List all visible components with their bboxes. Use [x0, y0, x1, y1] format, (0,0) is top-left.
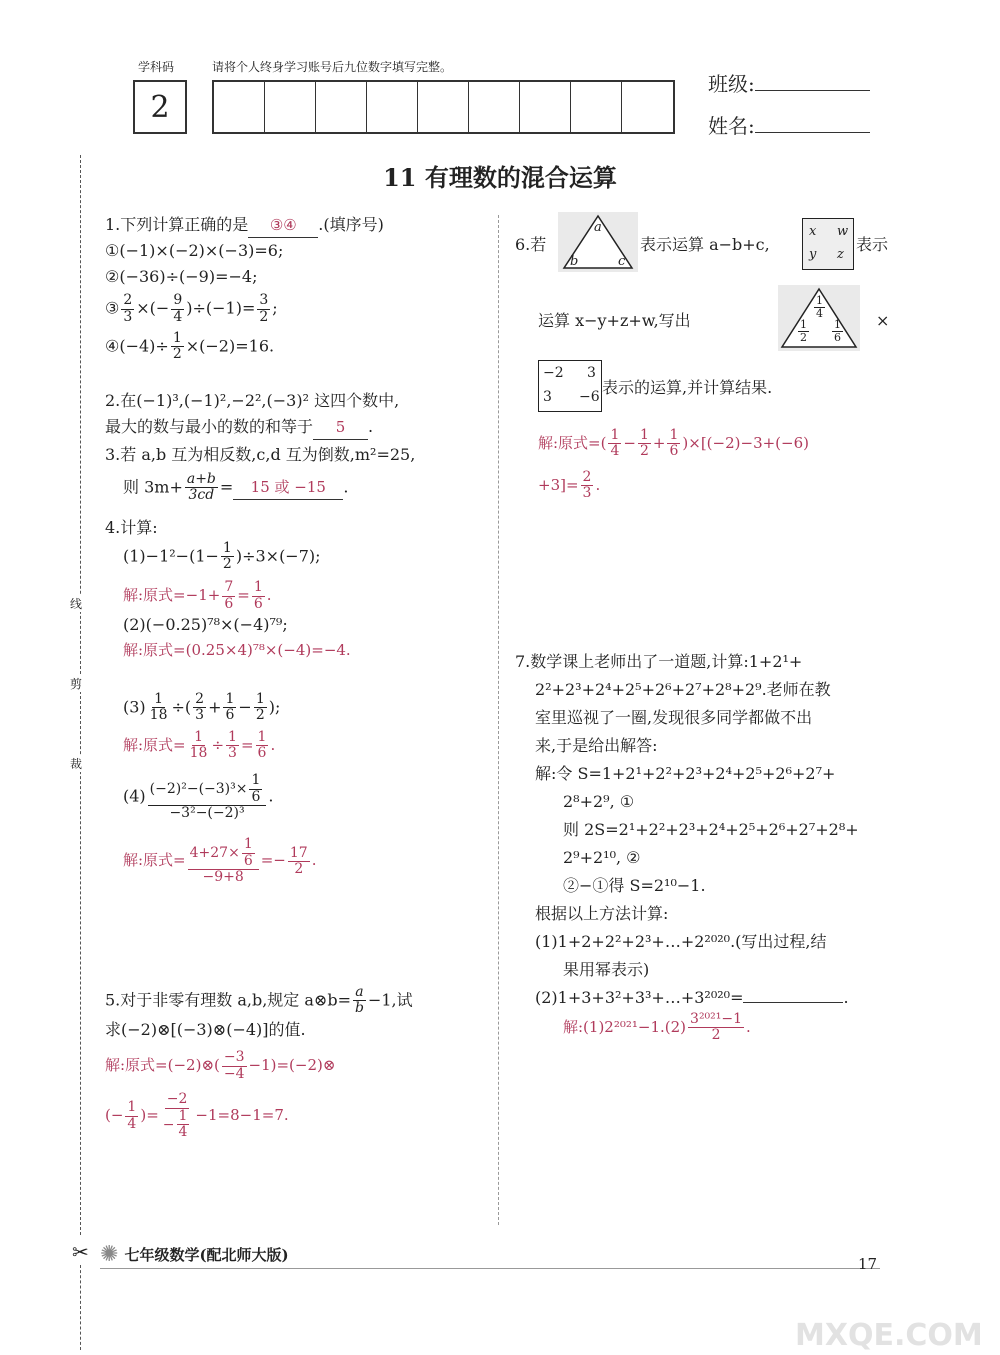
q5-answer-1: 解:原式=(−2)⊗( $\frac{-3}{-4}$ −1)=(−2)⊗ — [105, 1049, 336, 1082]
question-1 — [105, 212, 485, 363]
q3-line-2: 则 3m+ $\frac{a+b}{3cd}$ = 15 或 −15 . — [123, 470, 349, 503]
digit-box[interactable] — [469, 82, 520, 132]
q7-line-13: (2)1+3+3²+3³+…+3²⁰²⁰= . — [535, 988, 849, 1007]
triangle-diagram-2 — [778, 285, 860, 351]
q7-line-10: 根据以上方法计算: — [535, 904, 669, 923]
watermark: MXQE.COM — [795, 1318, 983, 1353]
q1-option-3: ③ $\frac{2}{3}$ ×(− $\frac{9}{4}$ )÷(−1)= $\frac{3}{2}$ ; — [105, 292, 278, 325]
account-instruction: 请将个人终身学习账号后九位数字填写完整。 — [212, 60, 453, 74]
tri-b: b — [570, 254, 579, 269]
q3-answer: 15 或 −15 — [233, 475, 343, 500]
cut-char-2: 剪 — [70, 677, 83, 691]
tri2-right-num: 1 — [834, 318, 841, 331]
q6-answer: 解:原式=( $\frac{1}{4}$ − $\frac{1}{2}$ + $\frac{1}{6}$ )×[(−2)−3+(−6) +3]= $\frac{2}{3}$ . — [538, 427, 809, 502]
digit-box[interactable] — [418, 82, 469, 132]
question-3 — [105, 442, 490, 503]
q1-answer: ③④ — [248, 213, 318, 238]
digit-box[interactable] — [367, 82, 418, 132]
grid-y: y — [809, 247, 817, 262]
q7-line-6: 2⁸+2⁹, ① — [563, 792, 635, 811]
digit-box[interactable] — [214, 82, 265, 132]
cut-char-1: 线 — [70, 597, 83, 611]
q4-answer-1: 解:原式=−1+ $\frac{7}{6}$ = $\frac{1}{6}$ . — [123, 579, 272, 612]
question-5 — [105, 985, 490, 1140]
tri2-top-den: 4 — [816, 307, 823, 321]
q4-answer-4: 解:原式= 4+27× $\frac{1}{6}$ −9+8 =− $\frac{17}{2}$ . — [123, 836, 317, 886]
grid-x: x — [809, 224, 817, 239]
q7-line-2: 2²+2³+2⁴+2⁵+2⁶+2⁷+2⁸+2⁹.老师在教 — [535, 680, 831, 699]
q2-line-1: 2.在(−1)³,(−1)²,−2²,(−3)² 这四个数中, — [105, 391, 400, 410]
q4-head: 4.计算: — [105, 518, 158, 537]
digit-box[interactable] — [622, 82, 673, 132]
q7-line-4: 来,于是给出解答: — [535, 736, 658, 755]
digit-box[interactable] — [520, 82, 571, 132]
subject-code-label: 学科码 — [138, 60, 175, 74]
q6-line-2: 运算 x−y+z+w,写出 — [538, 311, 691, 330]
q7-line-11: (1)1+2+2²+2³+…+2²⁰²⁰.(写出过程,结 — [535, 932, 827, 951]
q7-answer: 解:(1)2²⁰²¹−1.(2) $\frac{\text{3²⁰²¹−1}}{2}$ . — [563, 1011, 751, 1044]
q4-part-3: (3) $\frac{1}{18}$ ÷( $\frac{2}{3}$ + $\frac{1}{6}$ − $\frac{1}{2}$ ); — [123, 690, 281, 724]
q1-stem: 1.下列计算正确的是 ③④ .(填序号) — [105, 212, 485, 238]
q2-line-2: 最大的数与最小的数的和等于 5 . — [105, 414, 490, 440]
digit-box[interactable] — [571, 82, 622, 132]
q7-blank[interactable] — [743, 1002, 843, 1003]
scissors-icon: ✂ — [72, 1240, 89, 1264]
q7-line-7: 则 2S=2¹+2²+2³+2⁴+2⁵+2⁶+2⁷+2⁸+ — [563, 820, 859, 839]
q6-after-grid: 表示 — [856, 235, 889, 254]
q2-answer: 5 — [313, 415, 368, 440]
tri-c: c — [618, 254, 626, 269]
q4-part-2: (2)(−0.25)⁷⁸×(−4)⁷⁹; — [123, 615, 288, 635]
q7-line-8: 2⁹+2¹⁰, ② — [563, 848, 641, 867]
q1-option-1: ①(−1)×(−2)×(−3)=6; — [105, 241, 284, 260]
q7-line-12: 果用幂表示) — [563, 960, 650, 979]
name-input-line[interactable] — [755, 132, 870, 133]
tri2-left-den: 2 — [800, 331, 807, 345]
cut-dashed-line-bottom — [80, 1265, 81, 1350]
q7-line-9: ②−①得 S=2¹⁰−1. — [563, 876, 706, 895]
subject-code-box[interactable] — [133, 80, 187, 134]
digit-box[interactable] — [316, 82, 367, 132]
q7-line-1: 7.数学课上老师出了一道题,计算:1+2¹+ — [515, 652, 803, 671]
page-number: 17 — [858, 1255, 878, 1273]
name-label: 姓名: — [708, 114, 755, 138]
question-7 — [515, 648, 900, 1044]
digit-box[interactable] — [265, 82, 316, 132]
tri2-right-den: 6 — [834, 331, 841, 345]
grid-w: w — [837, 224, 849, 239]
tri-a: a — [594, 220, 602, 235]
q4-part-4: (4) (−2)²−(−3)³× $\frac{1}{6}$ −3²−(−2)³ . — [123, 772, 274, 822]
q6-mid: 表示运算 a−b+c, — [640, 235, 770, 254]
grid-z: z — [837, 247, 844, 262]
q4-answer-2: 解:原式=(0.25×4)⁷⁸×(−4)=−4. — [123, 640, 351, 659]
question-4 — [105, 515, 490, 886]
triangle-diagram — [558, 212, 638, 272]
column-divider — [498, 215, 499, 1225]
page-title: 11 有理数的混合运算 — [383, 163, 617, 192]
grid2-tl: −2 — [543, 365, 564, 381]
class-field — [708, 68, 870, 97]
grid2-br: −6 — [579, 389, 600, 405]
q6-times: × — [876, 311, 890, 330]
q1-option-4: ④(−4)÷ $\frac{1}{2}$ ×(−2)=16. — [105, 329, 275, 363]
name-field — [708, 110, 870, 139]
q4-answer-3: 解:原式= $\frac{1}{18}$ ÷ $\frac{1}{3}$ = $\frac{1}{6}$ . — [123, 728, 276, 761]
cut-char-3: 裁 — [70, 757, 83, 771]
grid2-tr: 3 — [587, 365, 596, 381]
grid-diagram-2 — [538, 360, 602, 412]
class-input-line[interactable] — [755, 90, 870, 91]
q7-line-3: 室里巡视了一圈,发现很多同学都做不出 — [535, 708, 813, 727]
q5-line-1: 5.对于非零有理数 a,b,规定 a⊗b= $\frac{a}{b}$ −1,试 — [105, 984, 413, 1017]
q4-part-1: (1)−1²−(1− $\frac{1}{2}$ )÷3×(−7); — [123, 539, 321, 572]
q1-option-2: ②(−36)÷(−9)=−4; — [105, 266, 258, 286]
grid2-bl: 3 — [543, 389, 552, 405]
class-label: 班级: — [708, 72, 755, 96]
tri2-left-num: 1 — [800, 318, 807, 331]
flower-icon: ✺ — [100, 1242, 119, 1267]
grid-diagram — [802, 218, 854, 270]
q5-answer-2: (− $\frac{1}{4}$ )= −2 − $\frac{1}{4}$ −1=8−1=7. — [105, 1091, 289, 1140]
q6-line-3: 表示的运算,并计算结果. — [602, 378, 773, 397]
tri2-top-num: 1 — [816, 294, 823, 307]
book-title: 七年级数学(配北师大版) — [124, 1246, 289, 1264]
q5-line-2: 求(−2)⊗[(−3)⊗(−4)]的值. — [105, 1019, 306, 1039]
footer-rule — [100, 1268, 880, 1269]
subject-code-value: 2 — [150, 89, 170, 125]
q6-prefix: 6.若 — [515, 235, 547, 254]
q3-line-1: 3.若 a,b 互为相反数,c,d 互为倒数,m²=25, — [105, 445, 416, 464]
question-2 — [105, 388, 490, 440]
cut-dashed-line — [80, 155, 81, 1235]
account-digit-boxes[interactable] — [212, 80, 675, 134]
q7-line-5: 解:令 S=1+2¹+2²+2³+2⁴+2⁵+2⁶+2⁷+ — [535, 764, 836, 783]
footer-book — [100, 1242, 289, 1267]
